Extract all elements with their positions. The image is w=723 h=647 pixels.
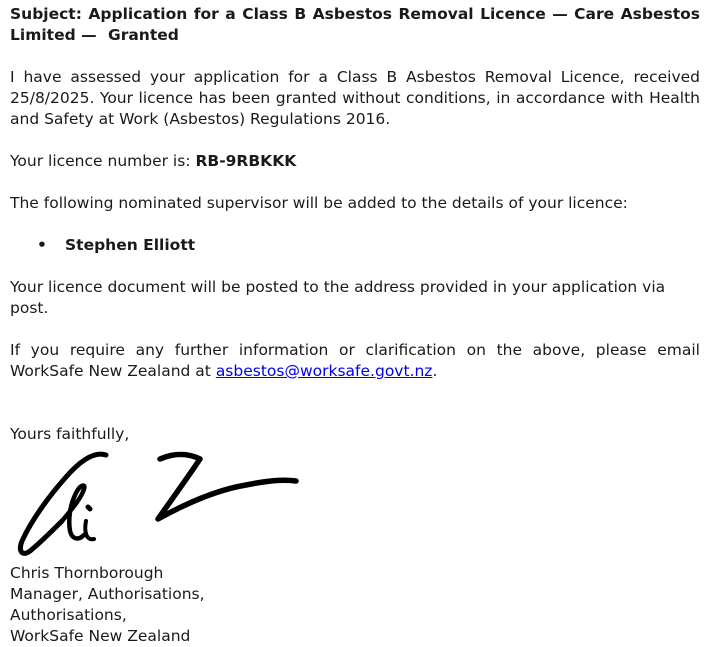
supervisor-list: [10, 235, 700, 256]
contact-text-end: .: [432, 362, 438, 380]
contact-paragraph: [10, 340, 700, 382]
subject-text: Application for a Class B Asbestos Removal Licence — Care Asbestos Limited —: [10, 5, 701, 44]
closing: Yours faithfully,: [10, 425, 130, 443]
signatory-department: Authorisations,: [10, 606, 127, 624]
signatory-organisation: WorkSafe New Zealand: [10, 627, 191, 645]
posting-paragraph: Your licence document will be posted to the address provided in your application via post.: [10, 278, 666, 317]
list-item: [37, 235, 700, 256]
subject-status: Granted: [107, 26, 179, 44]
signatory-block: [10, 563, 700, 647]
subject-line: [10, 4, 700, 46]
signatory-title: Manager, Authorisations,: [10, 585, 205, 603]
licence-number-label: Your licence number is:: [10, 152, 191, 170]
supervisor-intro: The following nominated supervisor will be added to the details of your licence:: [10, 194, 628, 212]
signature-image: [10, 447, 310, 559]
supervisor-name: Stephen Elliott: [65, 236, 196, 254]
signatory-name: Chris Thornborough: [10, 564, 164, 582]
licence-number-line: [10, 151, 700, 172]
bullet-icon: •: [37, 236, 47, 254]
contact-text: If you require any further information or clarification on the above, please email WorkSafe New Zealand at: [10, 341, 700, 380]
subject-prefix: Subject:: [10, 5, 82, 23]
assessment-paragraph: I have assessed your application for a Class B Asbestos Removal Licence, received 25/8/2025. Your licence has been granted without conditions, in accordance with Health and Safety at Work (Asbestos) Regulations 2016.: [10, 68, 700, 128]
email-link[interactable]: asbestos@worksafe.govt.nz: [215, 362, 433, 380]
licence-number: RB-9RBKKK: [195, 152, 297, 170]
